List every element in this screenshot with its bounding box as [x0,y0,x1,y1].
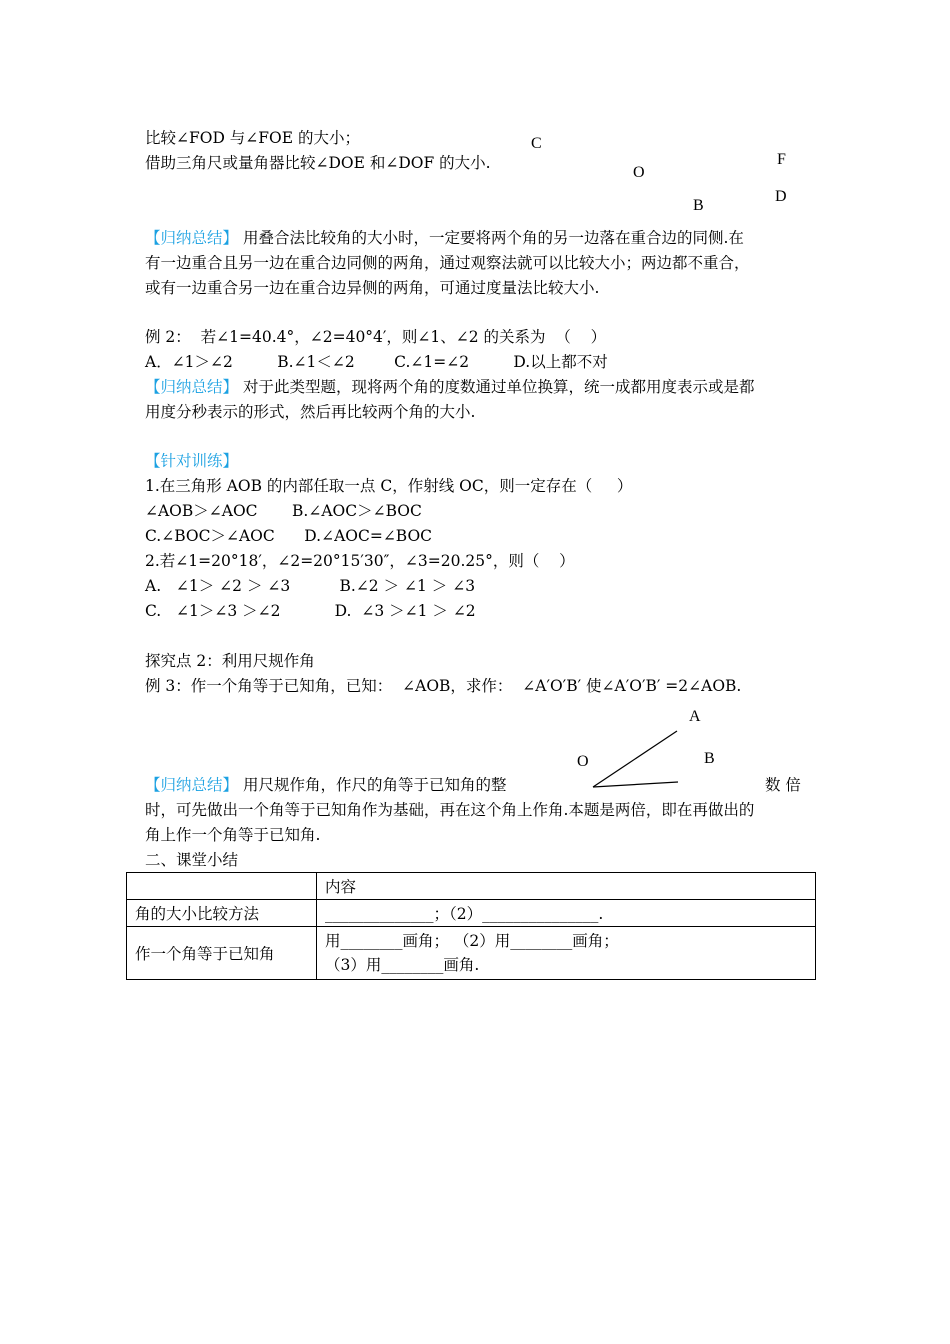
table-cell-construct-angle: 作一个角等于已知角 [127,927,317,980]
point-label-b: B [693,197,704,214]
summary-one-line2: 有一边重合且另一边在重合边同侧的两角，通过观察法就可以比较大小；两边都不重合， [145,254,750,272]
summary-one-line3: 或有一边重合另一边在重合边异侧的两角，可通过度量法比较大小. [145,279,600,297]
example2-options: A．∠1＞∠2 B.∠1＜∠2 C.∠1=∠2 D.以上都不对 [145,353,608,371]
training-q1-options-ab: ∠AOB＞∠AOC B.∠AOC＞∠BOC [145,502,422,520]
training-q2: 2.若∠1=20°18′，∠2=20°15′30″，∠3=20.25°，则（ ） [145,552,575,570]
summary-two-line2: 用度分秒表示的形式，然后再比较两个角的大小. [145,403,476,421]
table-cell-compare-method: 角的大小比较方法 [127,900,317,927]
summary-three-line1-end: 数 倍 [765,776,801,794]
summary-one-line1: 【归纳总结】 用叠合法比较角的大小时，一定要将两个角的另一边落在重合边的同侧.在 [145,229,744,247]
point-label-d: D [775,188,787,205]
training-q2-options-cd: C. ∠1＞∠3 ＞∠2 D. ∠3 ＞∠1 ＞ ∠2 [145,602,476,620]
ray-ob [593,782,678,787]
summary-tag: 【归纳总结】 [145,776,239,794]
ray-oa [593,731,677,787]
compare-doe-dof-text: 借助三角尺或量角器比较∠DOE 和∠DOF 的大小. [145,154,491,172]
table-row [127,900,816,927]
training-q1: 1.在三角形 AOB 的内部任取一点 C，作射线 OC，则一定存在（ ） [145,477,633,495]
summary-tag: 【归纳总结】 [145,229,239,247]
construct-blanks-line2: （3）用________画角. [325,956,480,974]
compare-fod-foe-text: 比较∠FOD 与∠FOE 的大小； [145,129,360,147]
point-label-o2: O [577,753,589,770]
point-label-b2: B [704,750,715,767]
point-label-a: A [689,708,701,725]
example2-question: 例 2： 若∠1=40.4°，∠2=40°4′，则∠1、∠2 的关系为 （ ） [145,328,607,346]
summary-two-line1: 【归纳总结】 对于此类型题，现将两个角的度数通过单位换算，统一成都用度表示或是都 [145,378,755,396]
training-q2-options-ab: A. ∠1＞ ∠2 ＞ ∠3 B.∠2 ＞ ∠1 ＞ ∠3 [145,577,476,595]
section-2-title: 二、课堂小结 [145,851,239,869]
example3-text: 例 3：作一个角等于已知角，已知： ∠AOB，求作： ∠A′O′B′ 使∠A′O′B′ =2∠AOB. [145,677,742,695]
point-label-c: C [531,135,542,152]
point-label-o: O [633,164,645,181]
table-row [127,873,816,900]
training-q1-options-cd: C.∠BOC＞∠AOC D.∠AOC=∠BOC [145,527,433,545]
point-label-f: F [777,151,786,168]
table-cell-construct-blanks [317,927,816,980]
summary-three-line1: 【归纳总结】 用尺规作角，作尺的角等于已知角的整 [145,776,507,794]
summary-tag: 【归纳总结】 [145,378,239,396]
summary-three-line3: 角上作一个角等于已知角. [145,826,321,844]
table-row [127,927,816,980]
training-tag: 【针对训练】 [145,452,239,470]
table-header-content: 内容 [317,873,816,900]
construct-blanks-line1: 用________画角； （2）用________画角； [325,932,619,950]
table-cell-empty [127,873,317,900]
table-cell-compare-blanks: ______________；（2）_______________. [317,900,816,927]
class-summary-table [126,872,816,980]
summary-three-line2: 时，可先做出一个角等于已知角作为基础，再在这个角上作角.本题是两倍，即在再做出的 [145,801,755,819]
explore-point-2-title: 探究点 2：利用尺规作角 [145,652,315,670]
